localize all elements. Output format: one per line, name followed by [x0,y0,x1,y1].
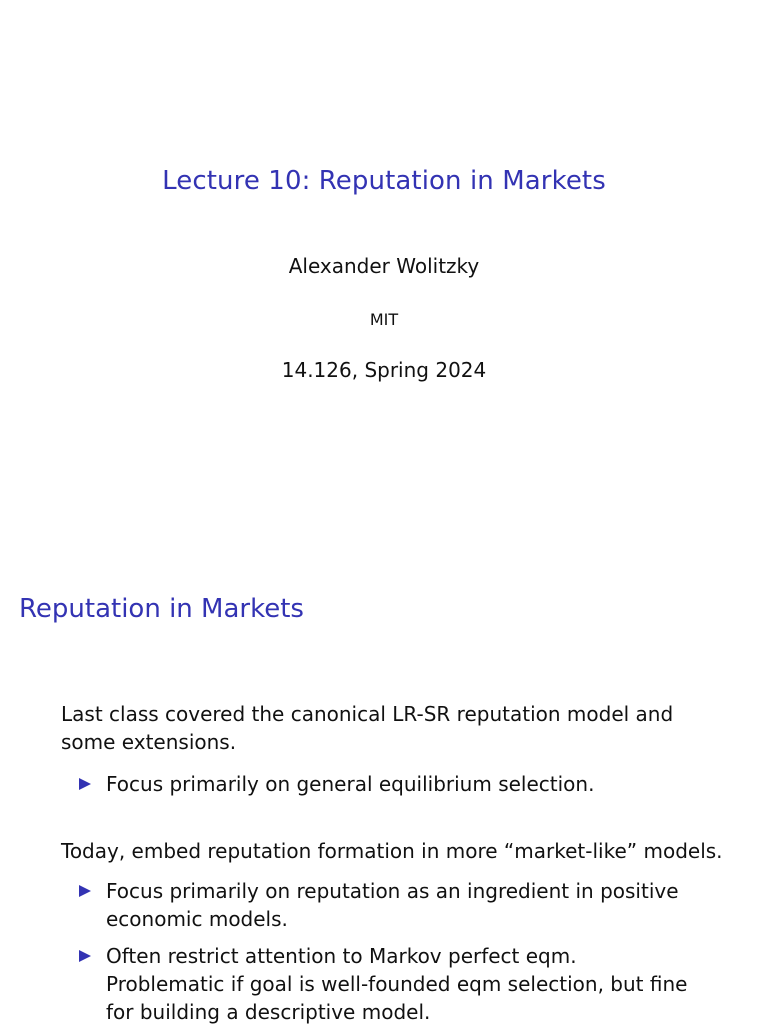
paragraph-today: Today, embed reputation formation in more “market-like” models. [61,839,723,863]
paragraph-last-class: Last class covered the canonical LR-SR reputation model and some extensions. [61,702,674,754]
triangle-bullet-icon [79,950,91,962]
institution: MIT [369,310,399,329]
course-info: 14.126, Spring 2024 [281,358,487,382]
triangle-bullet-icon [79,778,91,790]
lecture-title: Lecture 10: Reputation in Markets [162,166,606,196]
bullet-item [79,770,699,798]
content-slide [0,576,768,1024]
author-name: Alexander Wolitzky [288,254,480,278]
bullet-text: Focus primarily on general equilibrium selection. [106,772,595,796]
triangle-bullet-icon [79,885,91,897]
bullet-text: Focus primarily on reputation as an ingredient in positive economic models. [106,879,679,931]
frame-title: Reputation in Markets [19,594,304,624]
bullet-text: Often restrict attention to Markov perfect eqm. Problematic if goal is well-founded eqm selection, but fine for building a descriptive model. [106,944,688,1024]
bullet-item [79,942,699,1026]
bullet-item [79,877,699,933]
